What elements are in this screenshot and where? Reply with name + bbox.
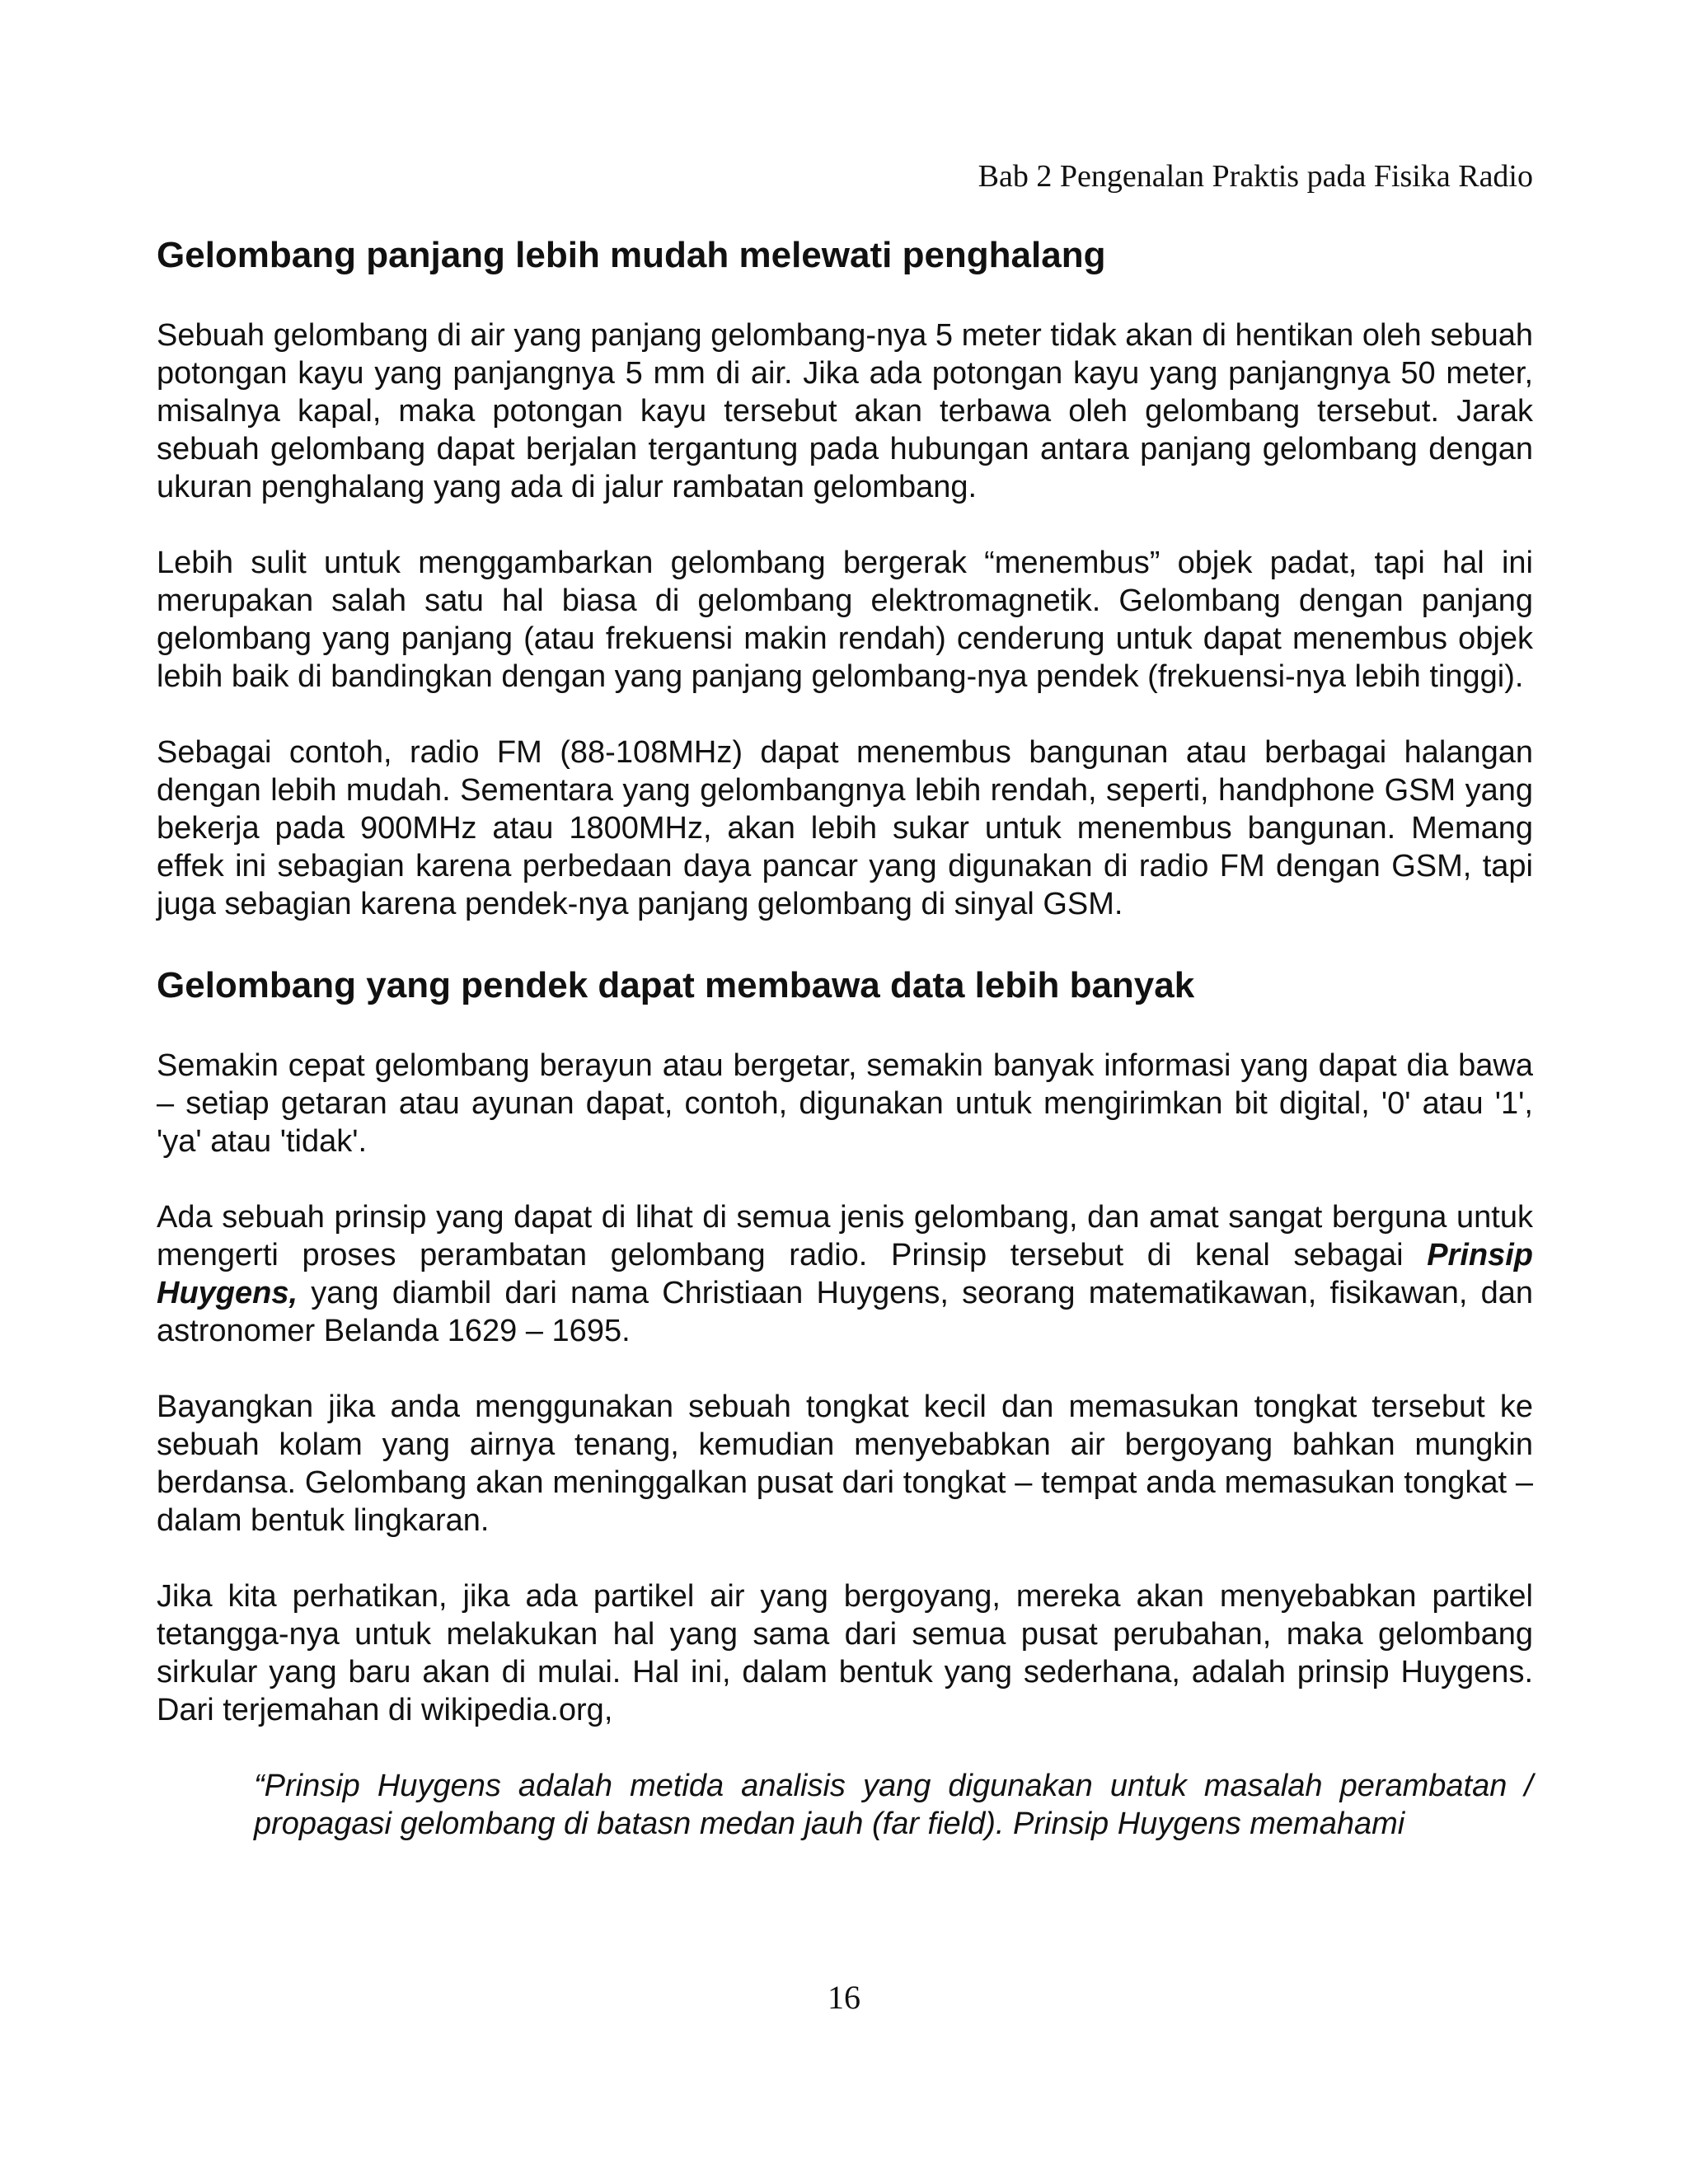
paragraph-fm-gsm-example: Sebagai contoh, radio FM (88-108MHz) dapat menembus bangunan atau berbagai halangan dengan lebih mudah. Sementara yang gelombangnya lebih rendah, seperti, handphone GSM yang bekerja pada 900MHz atau 1800MHz, akan lebih sukar untuk menembus bangunan. Memang effek ini sebagian karena perbedaan daya pancar yang digunakan di radio FM dengan GSM, tapi juga sebagian karena pendek-nya panjang gelombang di sinyal GSM. bbox=[157, 735, 1533, 921]
huygens-principle-term: Prinsip Huygens, bbox=[157, 1238, 1533, 1310]
paragraph-wave-obstacle: Sebuah gelombang di air yang panjang gelombang-nya 5 meter tidak akan di hentikan oleh sebuah potongan kayu yang panjangnya 5 mm di air. Jika ada potongan kayu yang panjangnya 50 meter, misalnya kapal, maka potongan kayu tersebut akan terbawa oleh gelombang tersebut. Jarak sebuah gelombang dapat berjalan tergantung pada hubungan antara panjang gelombang dengan ukuran penghalang yang ada di jalur rambatan gelombang. bbox=[157, 318, 1533, 504]
section-heading-short-waves: Gelombang yang pendek dapat membawa data lebih banyak bbox=[157, 965, 1195, 1005]
wikipedia-quote: “Prinsip Huygens adalah metida analisis yang digunakan untuk masalah perambatan / propagasi gelombang di batasn medan jauh (far field). Prinsip Huygens memahami bbox=[254, 1769, 1533, 1841]
section-heading-long-waves: Gelombang panjang lebih mudah melewati penghalang bbox=[157, 235, 1106, 275]
page-body bbox=[157, 232, 1533, 1843]
paragraph-pond-stick: Bayangkan jika anda menggunakan sebuah tongkat kecil dan memasukan tongkat tersebut ke sebuah kolam yang airnya tenang, kemudian menyebabkan air bergoyang bahkan mungkin berdansa. Gelombang akan meninggalkan pusat dari tongkat – tempat anda memasukan tongkat – dalam bentuk lingkaran. bbox=[157, 1390, 1533, 1538]
paragraph-huygens-principle bbox=[157, 1198, 1533, 1350]
paragraph-particle-waves: Jika kita perhatikan, jika ada partikel air yang bergoyang, mereka akan menyebabkan partikel tetangga-nya untuk melakukan hal yang sama dari semua pusat perubahan, maka gelombang sirkular yang baru akan di mulai. Hal ini, dalam bentuk yang sederhana, adalah prinsip Huygens. Dari terjemahan di wikipedia.org, bbox=[157, 1579, 1533, 1727]
paragraph-more-data: Semakin cepat gelombang berayun atau bergetar, semakin banyak informasi yang dapat dia bawa – setiap getaran atau ayunan dapat, contoh, digunakan untuk mengirimkan bit digital, '0' atau '1', 'ya' atau 'tidak'. bbox=[157, 1048, 1533, 1159]
page-number: 16 bbox=[828, 1979, 860, 2016]
running-header: Bab 2 Pengenalan Praktis pada Fisika Radio bbox=[978, 159, 1533, 194]
huygens-text-after: yang diambil dari nama Christiaan Huygens, seorang matematikawan, fisikawan, dan astronomer Belanda 1629 – 1695. bbox=[157, 1276, 1533, 1348]
paragraph-penetrate-objects: Lebih sulit untuk menggambarkan gelombang bergerak “menembus” objek padat, tapi hal ini merupakan salah satu hal biasa di gelombang elektromagnetik. Gelombang dengan panjang gelombang yang panjang (atau frekuensi makin rendah) cenderung untuk dapat menembus objek lebih baik di bandingkan dengan yang panjang gelombang-nya pendek (frekuensi-nya lebih tinggi). bbox=[157, 546, 1533, 694]
huygens-text-before: Ada sebuah prinsip yang dapat di lihat di semua jenis gelombang, dan amat sangat berguna untuk mengerti proses perambatan gelombang radio. Prinsip tersebut di kenal sebagai bbox=[157, 1200, 1533, 1272]
